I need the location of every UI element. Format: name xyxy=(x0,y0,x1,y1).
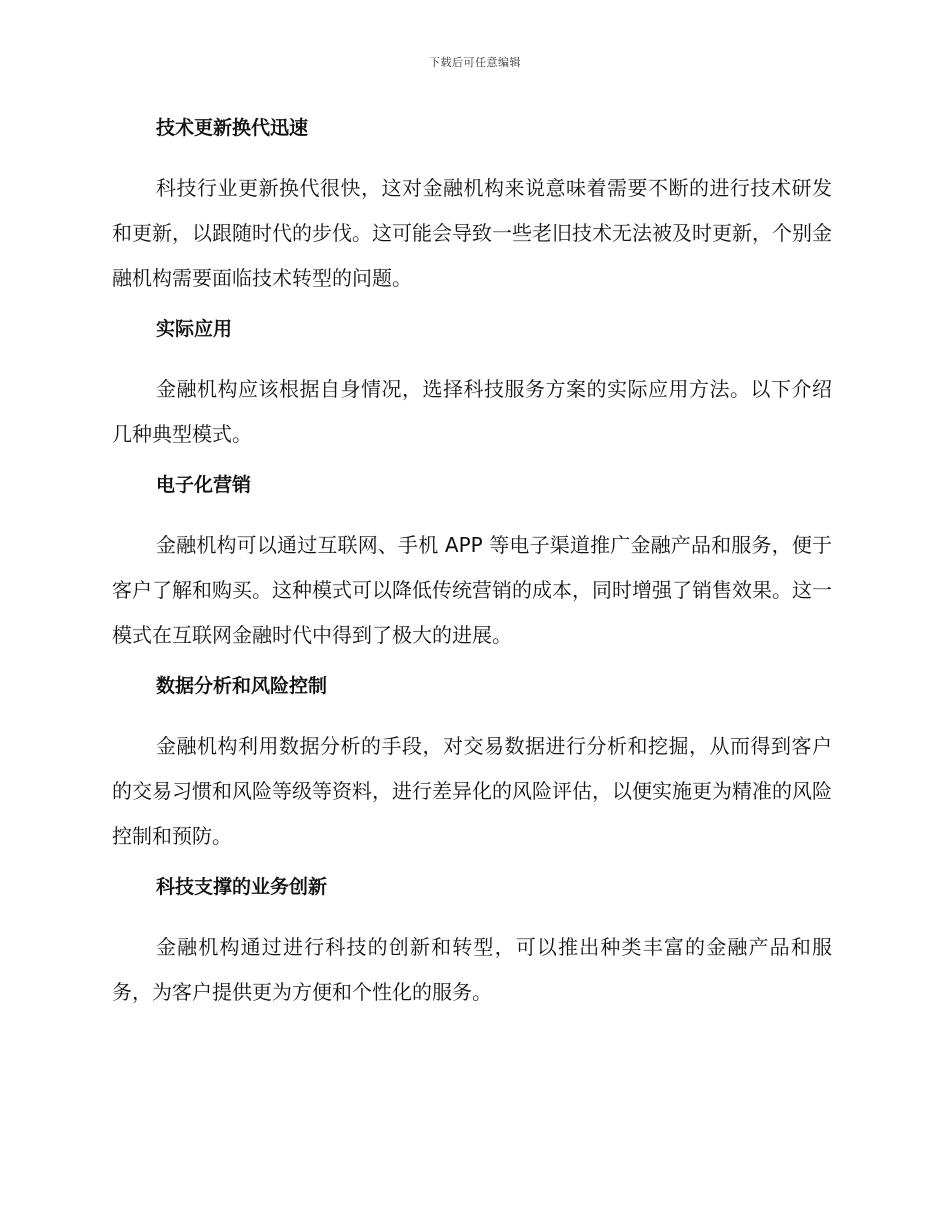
document-body xyxy=(112,112,832,1027)
section-heading: 科技支撑的业务创新 xyxy=(156,876,328,898)
section-paragraph: 金融机构可以通过互联网、手机 APP 等电子渠道推广金融产品和服务，便于客户了解和购买。这种模式可以降低传统营销的成本，同时增强了销售效果。这一模式在互联网金融时代中得到了极大的进展。 xyxy=(112,533,832,647)
section-paragraph: 科技行业更新换代很快，这对金融机构来说意味着需要不断的进行技术研发和更新，以跟随时代的步伐。这可能会导致一些老旧技术无法被及时更新，个别金融机构需要面临技术转型的问题。 xyxy=(112,176,832,290)
section-paragraph: 金融机构应该根据自身情况，选择科技服务方案的实际应用方法。以下介绍几种典型模式。 xyxy=(112,377,832,446)
page-header: 下载后可任意编辑 xyxy=(429,56,521,69)
section-heading: 电子化营销 xyxy=(156,474,252,496)
section-paragraph: 金融机构利用数据分析的手段，对交易数据进行分析和挖掘，从而得到客户的交易习惯和风险等级等资料，进行差异化的风险评估，以便实施更为精准的风险控制和预防。 xyxy=(112,734,832,848)
section-paragraph: 金融机构通过进行科技的创新和转型，可以推出种类丰富的金融产品和服务，为客户提供更为方便和个性化的服务。 xyxy=(112,935,832,1004)
section-heading: 实际应用 xyxy=(156,318,233,340)
section-heading: 技术更新换代迅速 xyxy=(156,117,309,139)
section-heading: 数据分析和风险控制 xyxy=(156,675,328,697)
